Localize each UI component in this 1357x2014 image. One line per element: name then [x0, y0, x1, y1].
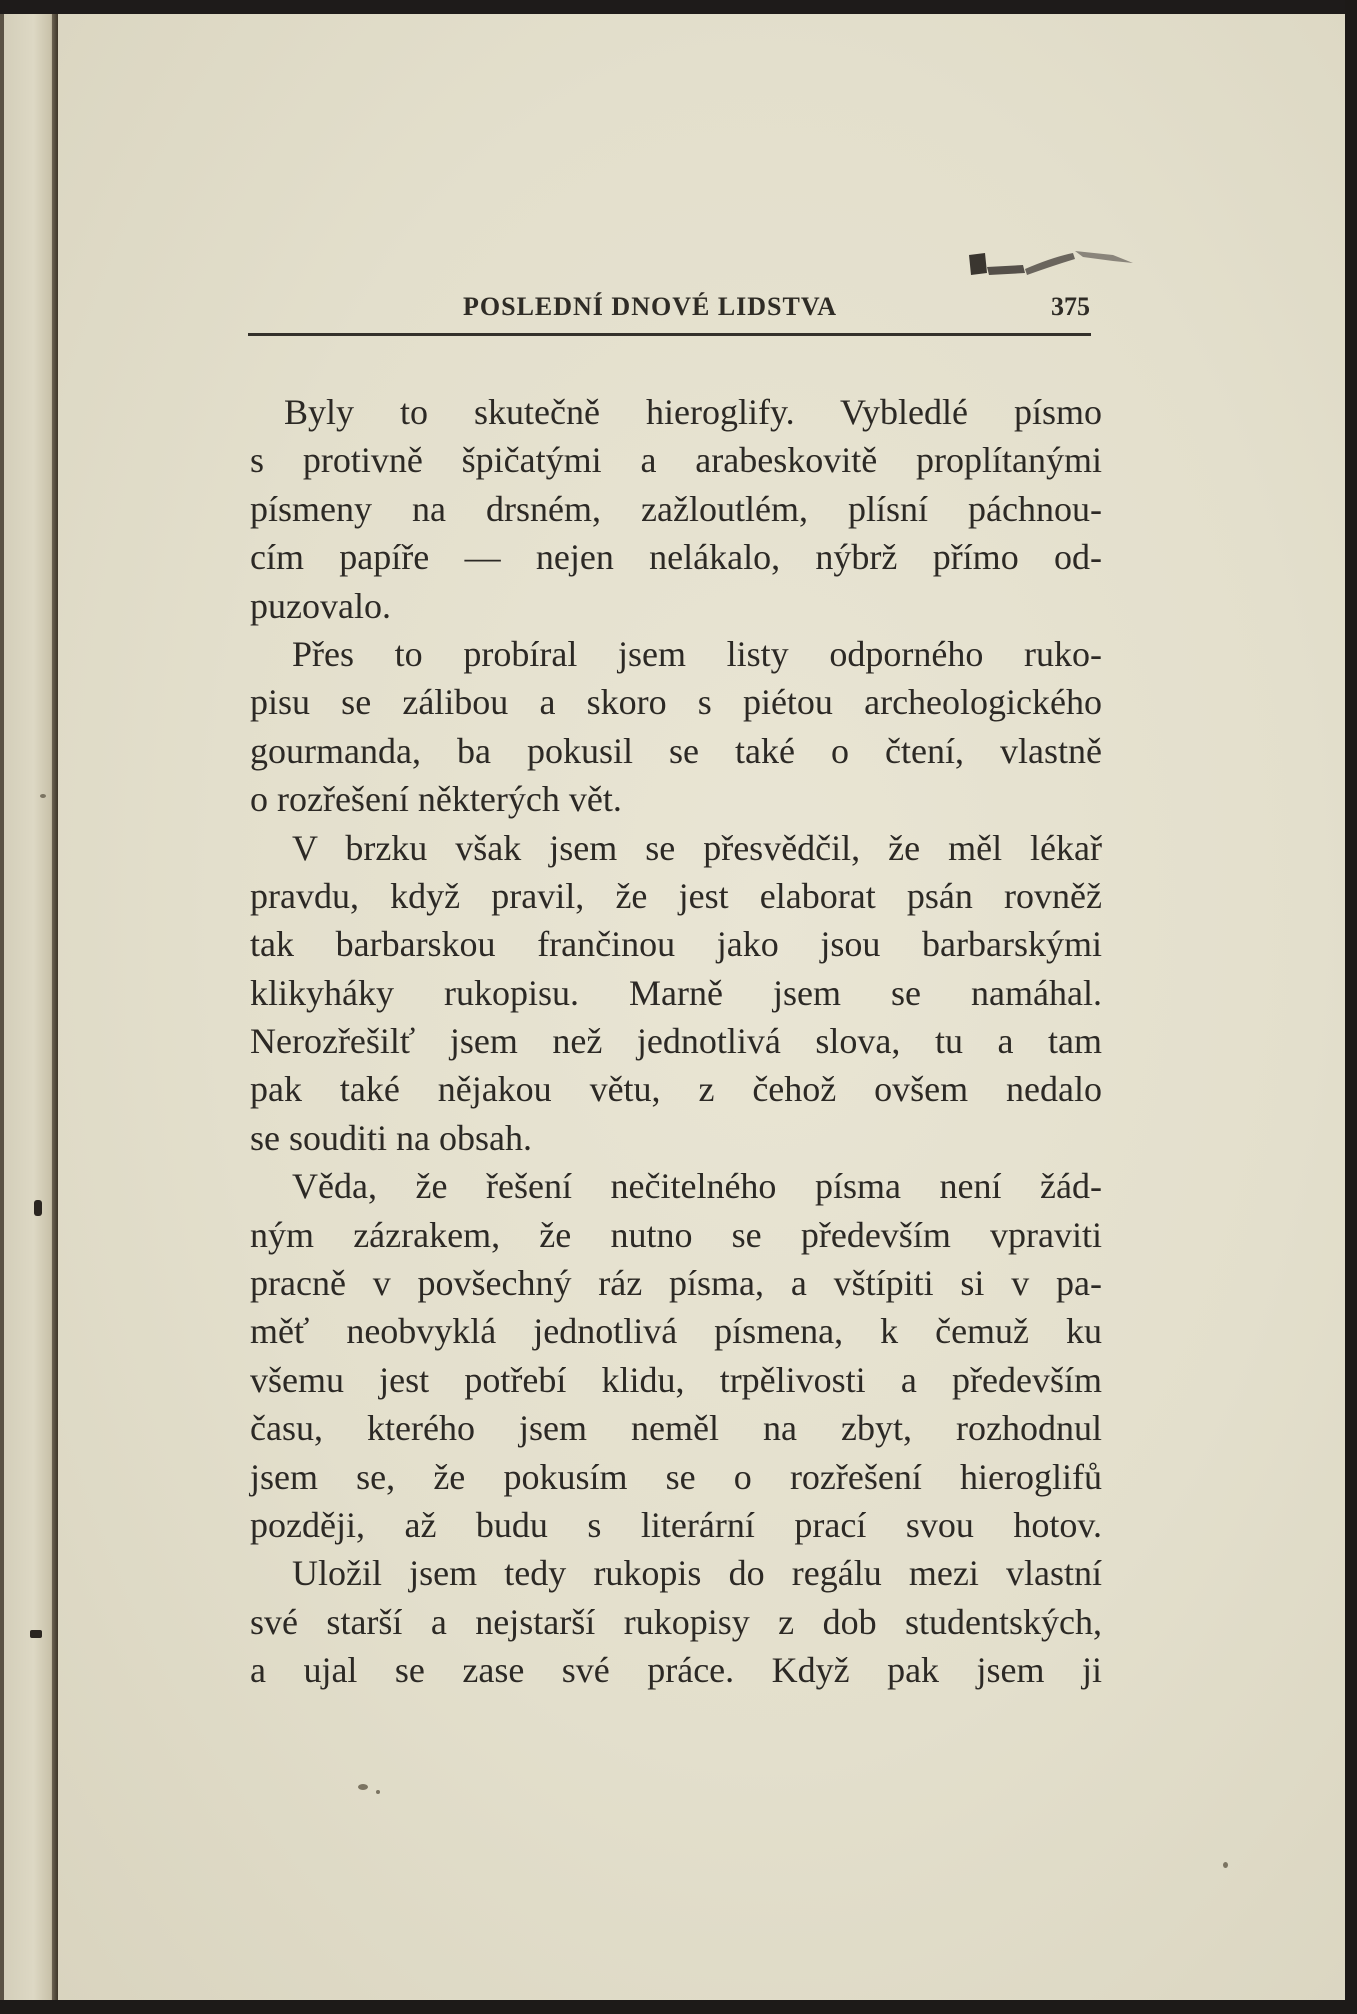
header-rule — [248, 333, 1091, 336]
text-line: Uložil jsem tedy rukopis do regálu mezi vlastní — [292, 1553, 1102, 1594]
text-line: Byly to skutečně hieroglify. Vybledlé písmo — [284, 392, 1102, 432]
page-number: 375 — [1051, 292, 1090, 321]
ink-mark — [34, 1200, 42, 1216]
text-line: klikyháky rukopisu. Marně jsem se namáhal. — [250, 972, 1102, 1013]
previous-page-edge — [0, 14, 56, 2000]
ink-smudge — [963, 245, 1138, 287]
scan-right-border — [1345, 0, 1357, 2014]
text-line: písmeny na drsném, zažloutlém, plísní páchnou- — [250, 488, 1102, 529]
text-line: gourmanda, ba pokusil se také o čtení, vlastně — [250, 730, 1102, 771]
ink-speck — [358, 1784, 368, 1790]
running-header-title: POSLEDNÍ DNOVÉ LIDSTVA — [463, 292, 838, 321]
text-line: své starší a nejstarší rukopisy z dob studentských, — [250, 1601, 1102, 1642]
scan-bottom-border — [0, 2000, 1357, 2014]
text-line: pracně v povšechný ráz písma, a vštípiti si v pa- — [250, 1263, 1102, 1304]
text-line: V brzku však jsem se přesvědčil, že měl lékař — [292, 827, 1102, 868]
ink-mark — [30, 1630, 42, 1638]
text-line: jsem se, že pokusím se o rozřešení hieroglifů — [250, 1456, 1102, 1497]
ink-speck — [376, 1790, 380, 1794]
text-line: měť neobvyklá jednotlivá písmena, k čemuž ku — [250, 1311, 1102, 1352]
text-line: Nerozřešilť jsem než jednotlivá slova, tu a tam — [250, 1021, 1102, 1062]
text-line: tak barbarskou frančinou jako jsou barbarskými — [250, 924, 1102, 965]
text-line: času, kterého jsem neměl na zbyt, rozhodnul — [250, 1408, 1102, 1449]
body-text — [250, 388, 1102, 1695]
text-line: cím papíře — nejen nelákalo, nýbrž přímo od- — [250, 537, 1102, 578]
text-line: se souditi na obsah. — [250, 1117, 532, 1158]
text-line: ným zázrakem, že nutno se především vpraviti — [250, 1214, 1102, 1255]
text-line: pisu se zálibou a skoro s piétou archeologického — [250, 682, 1102, 723]
text-line: puzovalo. — [250, 585, 391, 626]
text-line: všemu jest potřebí klidu, trpělivosti a především — [250, 1359, 1102, 1400]
scan-top-border — [0, 0, 1357, 14]
text-line: pak také nějakou větu, z čehož ovšem nedalo — [250, 1069, 1102, 1110]
ink-speck — [1223, 1862, 1228, 1868]
ink-speck — [40, 794, 46, 798]
text-line: s protivně špičatými a arabeskovitě proplítanými — [250, 440, 1102, 481]
text-line: později, až budu s literární prací svou hotov. — [250, 1504, 1102, 1545]
text-line: o rozřešení některých vět. — [250, 779, 622, 820]
text-line: a ujal se zase své práce. Když pak jsem ji — [250, 1650, 1102, 1691]
left-scan-edge — [0, 14, 4, 2000]
text-line: pravdu, když pravil, že jest elaborat psán rovněž — [250, 875, 1102, 916]
text-line: Věda, že řešení nečitelného písma není žád- — [292, 1166, 1102, 1207]
text-line: Přes to probíral jsem listy odporného ruko- — [292, 633, 1102, 674]
